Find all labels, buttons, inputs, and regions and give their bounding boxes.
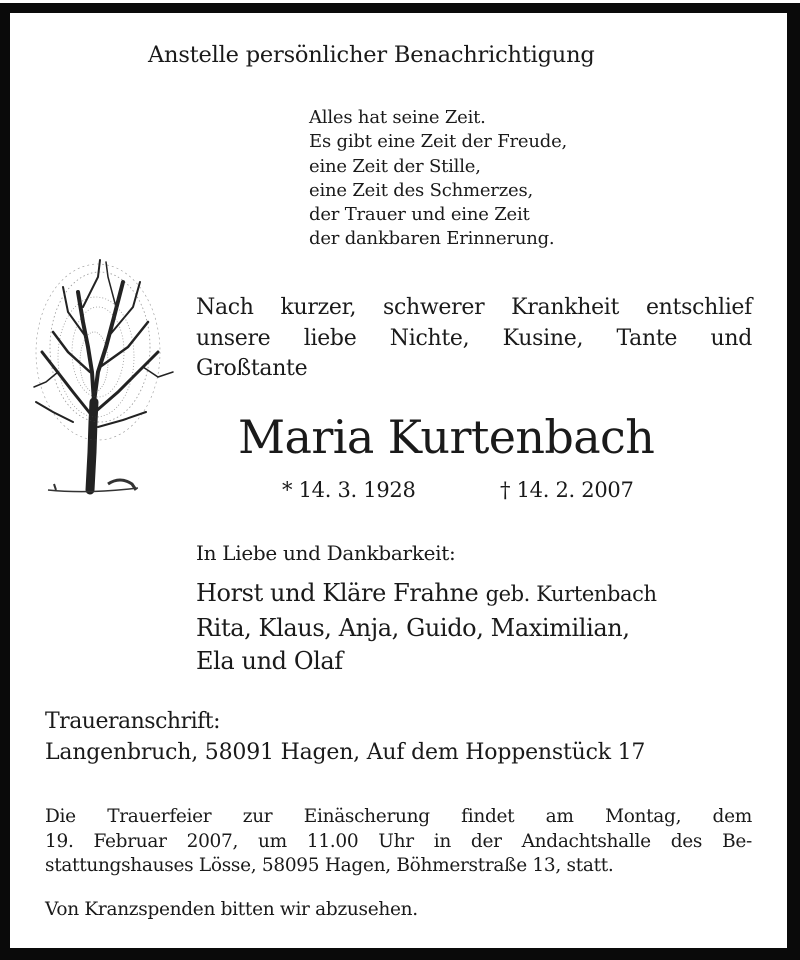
mourners-list: [196, 577, 657, 679]
maiden-name: geb. Kurtenbach: [485, 582, 657, 606]
tree-icon: [28, 252, 180, 498]
service-line: 19. Februar 2007, um 11.00 Uhr in der Andachtshalle des Be-: [45, 830, 752, 852]
poem-line: der dankbaren Erinnerung.: [309, 228, 555, 250]
birth-date: * 14. 3. 1928: [282, 478, 416, 502]
mourners-line: Ela und Olaf: [196, 647, 343, 675]
address-label: Traueranschrift:: [45, 709, 221, 734]
intro-line: Nach kurzer, schwerer Krankheit entschlief: [196, 295, 752, 320]
poem-line: Es gibt eine Zeit der Freude,: [309, 131, 568, 153]
mourners-line: Rita, Klaus, Anja, Guido, Maximilian,: [196, 613, 630, 642]
poem-line: eine Zeit des Schmerzes,: [309, 179, 534, 201]
poem-line: Alles hat seine Zeit.: [309, 107, 486, 128]
intro-line: Großtante: [196, 356, 308, 381]
intro-text: [196, 293, 752, 385]
deceased-name: Maria Kurtenbach: [238, 410, 655, 464]
service-line: stattungshauses Lösse, 58095 Hagen, Böhmerstraße 13, statt.: [45, 855, 614, 876]
poem-line: eine Zeit der Stille,: [309, 155, 481, 177]
intro-line: unsere liebe Nichte, Kusine, Tante und: [196, 325, 752, 351]
poem: [309, 106, 567, 252]
poem-line: der Trauer und eine Zeit: [309, 204, 530, 226]
service-line: Die Trauerfeier zur Einäscherung findet am Montag, dem: [45, 806, 752, 827]
mourning-address: Langenbruch, 58091 Hagen, Auf dem Hoppenstück 17: [45, 740, 646, 765]
thanks-label: In Liebe und Dankbarkeit:: [196, 541, 456, 565]
mourners-name: Horst und Kläre Frahne: [196, 579, 479, 607]
wreath-note: Von Kranzspenden bitten wir abzusehen.: [45, 899, 418, 920]
death-date: † 14. 2. 2007: [500, 478, 634, 502]
mourners-line: [196, 577, 657, 612]
service-details: [45, 805, 752, 879]
notice-heading: Anstelle persönlicher Benachrichtigung: [148, 42, 595, 68]
